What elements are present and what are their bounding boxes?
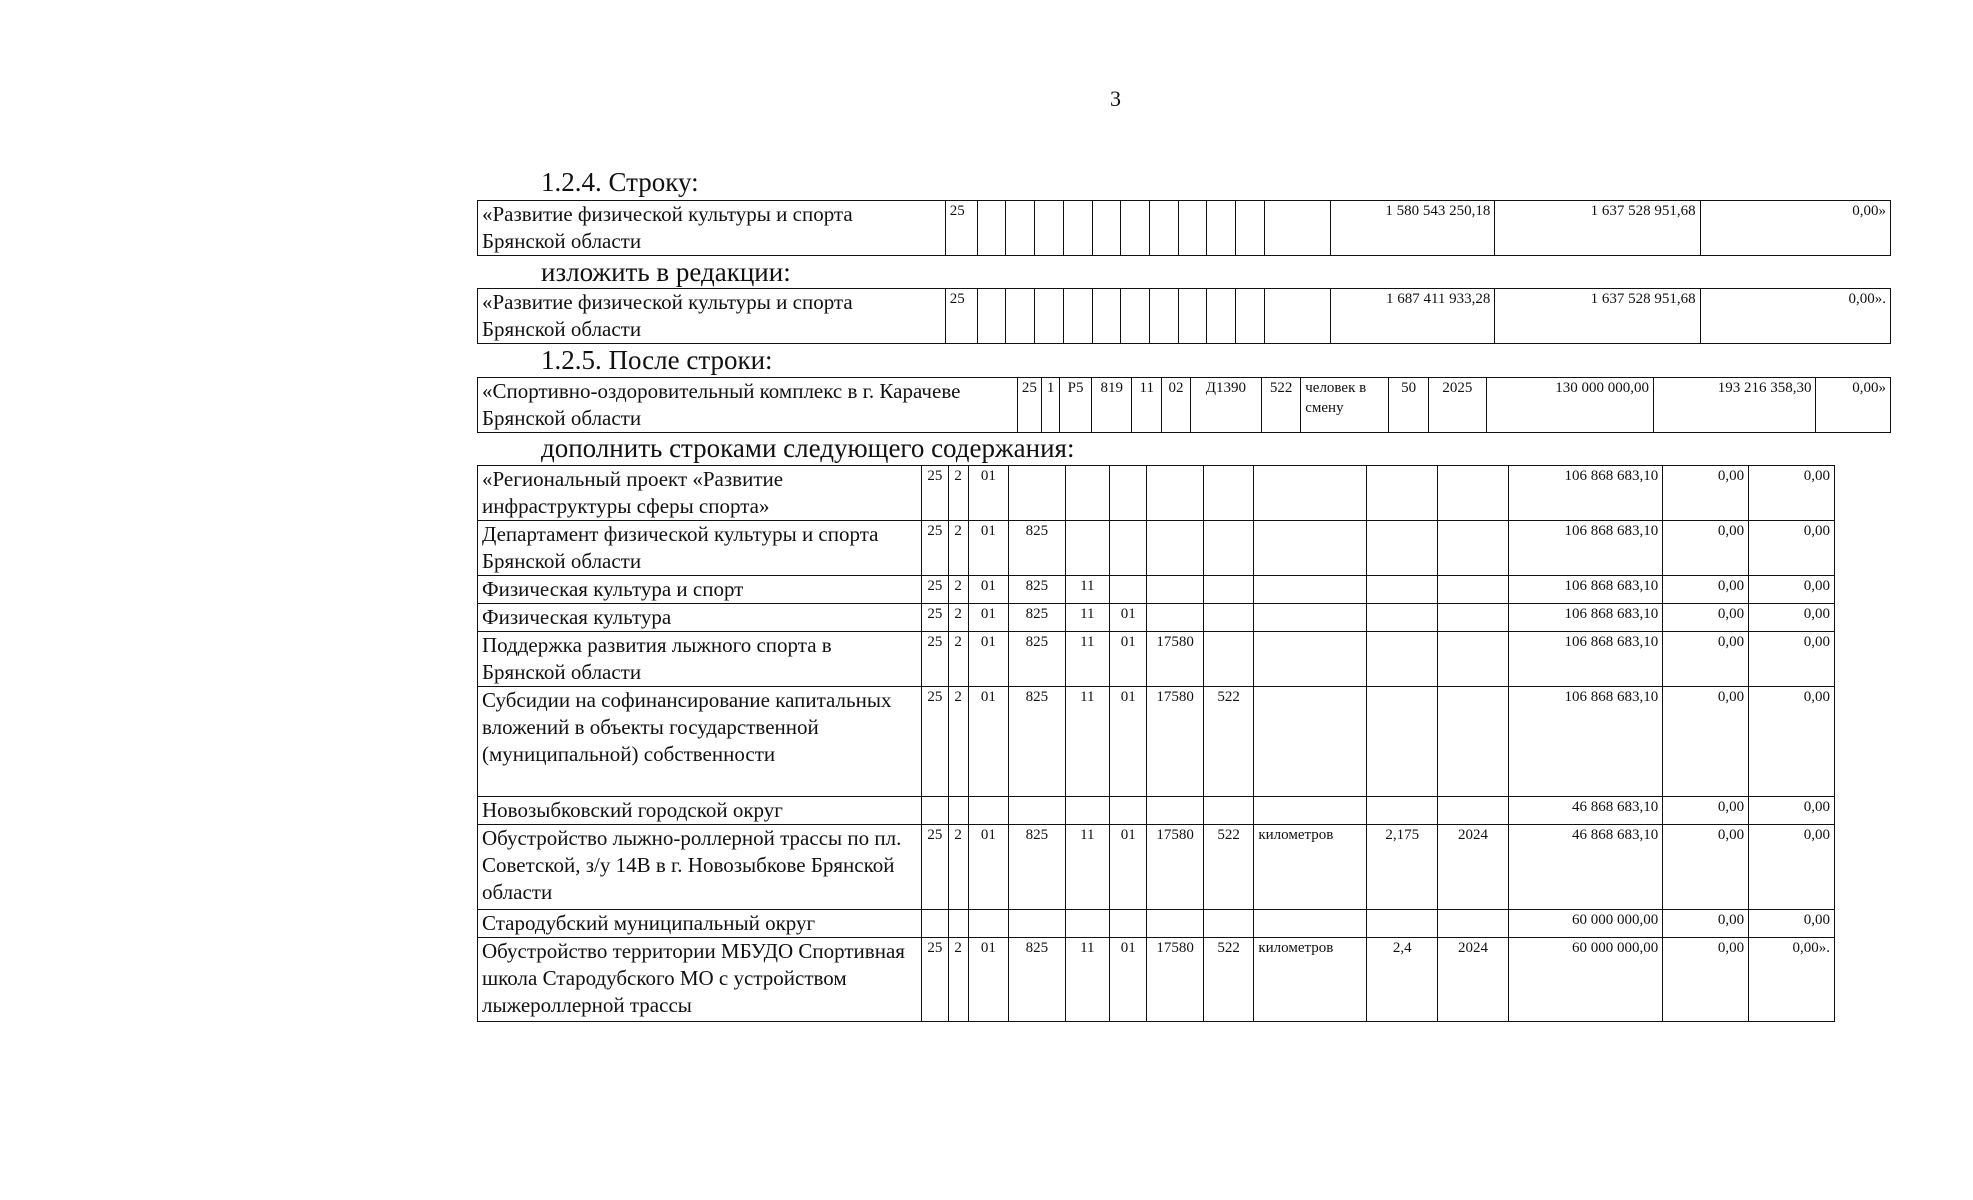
code-cell bbox=[1147, 797, 1204, 825]
code-cell bbox=[1006, 201, 1035, 256]
amount-cell: 0,00 bbox=[1663, 466, 1749, 521]
code-cell bbox=[1203, 797, 1253, 825]
code-cell bbox=[1438, 632, 1509, 687]
code-cell bbox=[1254, 687, 1367, 797]
code-cell: 11 bbox=[1065, 938, 1109, 1022]
table-row bbox=[478, 938, 1835, 1022]
code-cell: 2025 bbox=[1428, 378, 1486, 433]
code-cell bbox=[968, 910, 1008, 938]
table-row bbox=[478, 576, 1835, 604]
amount-cell: 0,00 bbox=[1663, 632, 1749, 687]
code-cell bbox=[1009, 466, 1066, 521]
amount-cell: 0,00 bbox=[1663, 938, 1749, 1022]
table-row bbox=[478, 632, 1835, 687]
code-cell bbox=[1147, 910, 1204, 938]
instruction-heading-replace: изложить в редакции: bbox=[541, 257, 791, 287]
code-cell bbox=[1367, 797, 1438, 825]
code-cell bbox=[1438, 604, 1509, 632]
code-cell: 25 bbox=[922, 521, 948, 576]
code-cell: 825 bbox=[1009, 604, 1066, 632]
code-cell bbox=[922, 910, 948, 938]
table-row bbox=[478, 604, 1835, 632]
code-cell: 25 bbox=[1017, 378, 1041, 433]
code-cell bbox=[1254, 576, 1367, 604]
table-row bbox=[478, 289, 1891, 344]
code-cell: 522 bbox=[1203, 687, 1253, 797]
code-cell: 819 bbox=[1092, 378, 1132, 433]
code-cell bbox=[1147, 466, 1204, 521]
code-cell bbox=[1367, 632, 1438, 687]
code-cell bbox=[1203, 604, 1253, 632]
code-cell: 2024 bbox=[1438, 825, 1509, 910]
row-name-cell: Физическая культура bbox=[478, 604, 922, 632]
code-cell: 50 bbox=[1389, 378, 1428, 433]
code-cell: 2 bbox=[948, 466, 968, 521]
code-cell bbox=[977, 289, 1006, 344]
code-cell: 522 bbox=[1203, 938, 1253, 1022]
amount-cell: 0,00 bbox=[1663, 687, 1749, 797]
code-cell bbox=[1065, 521, 1109, 576]
code-cell bbox=[1092, 289, 1121, 344]
code-cell: 522 bbox=[1203, 825, 1253, 910]
code-cell: 25 bbox=[922, 938, 948, 1022]
code-cell bbox=[1121, 289, 1150, 344]
code-cell: 17580 bbox=[1147, 825, 1204, 910]
code-cell bbox=[1207, 201, 1236, 256]
code-cell bbox=[1149, 289, 1178, 344]
code-cell bbox=[1367, 576, 1438, 604]
row-name-cell: Поддержка развития лыжного спорта в Брянской области bbox=[478, 632, 922, 687]
amount-cell: 0,00 bbox=[1749, 576, 1835, 604]
amount-cell: 0,00 bbox=[1749, 521, 1835, 576]
code-cell: 11 bbox=[1065, 825, 1109, 910]
amount-cell: 0,00 bbox=[1749, 632, 1835, 687]
code-cell bbox=[1264, 201, 1330, 256]
code-cell bbox=[1063, 201, 1092, 256]
amount-cell: 106 868 683,10 bbox=[1508, 687, 1662, 797]
code-cell: 25 bbox=[922, 687, 948, 797]
code-cell: 01 bbox=[1110, 938, 1147, 1022]
code-cell: P5 bbox=[1060, 378, 1092, 433]
code-cell: 25 bbox=[922, 466, 948, 521]
code-cell: 11 bbox=[1065, 576, 1109, 604]
code-cell bbox=[1065, 466, 1109, 521]
code-cell: 01 bbox=[1110, 632, 1147, 687]
amount-cell: 193 216 358,30 bbox=[1653, 378, 1816, 433]
amount-cell: 0,00 bbox=[1749, 797, 1835, 825]
amount-cell: 46 868 683,10 bbox=[1508, 797, 1662, 825]
table-row bbox=[478, 466, 1835, 521]
original-row-table bbox=[477, 200, 1891, 256]
code-cell: 25 bbox=[922, 576, 948, 604]
code-cell: 01 bbox=[1110, 687, 1147, 797]
replacement-row-table bbox=[477, 288, 1891, 344]
code-cell bbox=[1092, 201, 1121, 256]
code-cell: 01 bbox=[968, 604, 1008, 632]
code-cell: 2 bbox=[948, 632, 968, 687]
row-name-cell: «Спортивно-оздоровительный комплекс в г. Карачеве Брянской области bbox=[478, 378, 1018, 433]
code-cell bbox=[1147, 576, 1204, 604]
page-number: 3 bbox=[1110, 86, 1121, 111]
code-cell bbox=[1006, 289, 1035, 344]
code-cell: 01 bbox=[1110, 604, 1147, 632]
code-cell bbox=[1009, 797, 1066, 825]
amount-cell: 106 868 683,10 bbox=[1508, 576, 1662, 604]
amount-cell: 0,00 bbox=[1749, 825, 1835, 910]
code-cell: 25 bbox=[922, 632, 948, 687]
row-name-cell: Физическая культура и спорт bbox=[478, 576, 922, 604]
code-cell: 2 bbox=[948, 521, 968, 576]
code-cell bbox=[1203, 910, 1253, 938]
code-cell: 2 bbox=[948, 687, 968, 797]
code-cell bbox=[977, 201, 1006, 256]
code-cell bbox=[1035, 289, 1064, 344]
row-name-cell: «Региональный проект «Развитие инфраструктуры сферы спорта» bbox=[478, 466, 922, 521]
code-cell: 2 bbox=[948, 604, 968, 632]
code-cell: 2,4 bbox=[1367, 938, 1438, 1022]
section-heading-1-2-4: 1.2.4. Строку: bbox=[541, 167, 699, 197]
code-cell bbox=[1009, 910, 1066, 938]
table-row bbox=[478, 378, 1891, 433]
code-cell bbox=[1264, 289, 1330, 344]
code-cell bbox=[1203, 521, 1253, 576]
code-cell: 17580 bbox=[1147, 938, 1204, 1022]
amount-cell: 0,00». bbox=[1749, 938, 1835, 1022]
code-cell: 25 bbox=[922, 604, 948, 632]
code-cell bbox=[1147, 604, 1204, 632]
row-name-cell: Стародубский муниципальный округ bbox=[478, 910, 922, 938]
amount-cell: 106 868 683,10 bbox=[1508, 632, 1662, 687]
code-cell bbox=[1236, 289, 1265, 344]
row-name-cell: Департамент физической культуры и спорта Брянской области bbox=[478, 521, 922, 576]
code-cell: 25 bbox=[945, 289, 977, 344]
code-cell bbox=[1367, 521, 1438, 576]
code-cell: человек в смену bbox=[1301, 378, 1389, 433]
code-cell: 01 bbox=[968, 825, 1008, 910]
code-cell bbox=[1110, 466, 1147, 521]
amount-cell: 46 868 683,10 bbox=[1508, 825, 1662, 910]
code-cell bbox=[968, 797, 1008, 825]
code-cell bbox=[1063, 289, 1092, 344]
amount-cell: 60 000 000,00 bbox=[1508, 938, 1662, 1022]
amount-cell: 0,00 bbox=[1749, 604, 1835, 632]
code-cell: 02 bbox=[1162, 378, 1191, 433]
row-name-cell: «Развитие физической культуры и спорта Брянской области bbox=[478, 289, 946, 344]
code-cell: 825 bbox=[1009, 632, 1066, 687]
row-name-cell: Новозыбковский городской округ bbox=[478, 797, 922, 825]
code-cell bbox=[1367, 687, 1438, 797]
code-cell: 825 bbox=[1009, 687, 1066, 797]
amount-cell: 106 868 683,10 bbox=[1508, 604, 1662, 632]
code-cell bbox=[922, 797, 948, 825]
amount-cell: 0,00 bbox=[1749, 466, 1835, 521]
code-cell bbox=[1438, 797, 1509, 825]
table-row bbox=[478, 797, 1835, 825]
code-cell: километров bbox=[1254, 825, 1367, 910]
appended-rows-table bbox=[477, 465, 1835, 1022]
code-cell: 17580 bbox=[1147, 687, 1204, 797]
code-cell: 11 bbox=[1065, 632, 1109, 687]
code-cell bbox=[1438, 687, 1509, 797]
code-cell: Д1390 bbox=[1190, 378, 1261, 433]
code-cell bbox=[1254, 632, 1367, 687]
code-cell bbox=[1178, 201, 1207, 256]
amount-cell: 0,00 bbox=[1749, 687, 1835, 797]
amount-cell: 106 868 683,10 bbox=[1508, 521, 1662, 576]
code-cell: 2 bbox=[948, 938, 968, 1022]
code-cell bbox=[1203, 576, 1253, 604]
after-row-table bbox=[477, 377, 1891, 433]
instruction-heading-append: дополнить строками следующего содержания: bbox=[541, 433, 1075, 463]
amount-cell: 0,00» bbox=[1816, 378, 1891, 433]
code-cell bbox=[1203, 466, 1253, 521]
code-cell: 01 bbox=[968, 521, 1008, 576]
code-cell bbox=[948, 797, 968, 825]
code-cell bbox=[1438, 576, 1509, 604]
code-cell: 25 bbox=[945, 201, 977, 256]
amount-cell: 0,00» bbox=[1700, 201, 1890, 256]
code-cell: 01 bbox=[968, 938, 1008, 1022]
amount-cell: 0,00 bbox=[1663, 604, 1749, 632]
code-cell: 17580 bbox=[1147, 632, 1204, 687]
code-cell: 01 bbox=[968, 687, 1008, 797]
amount-cell: 1 637 528 951,68 bbox=[1495, 289, 1700, 344]
code-cell: 2 bbox=[948, 825, 968, 910]
amount-cell: 130 000 000,00 bbox=[1487, 378, 1654, 433]
code-cell bbox=[1254, 797, 1367, 825]
code-cell: 2,175 bbox=[1367, 825, 1438, 910]
row-name-cell: Обустройство территории МБУДО Спортивная школа Стародубского МО с устройством лыжероллерной трассы bbox=[478, 938, 922, 1022]
code-cell bbox=[1254, 466, 1367, 521]
code-cell: 825 bbox=[1009, 521, 1066, 576]
amount-cell: 0,00 bbox=[1663, 797, 1749, 825]
code-cell bbox=[1035, 201, 1064, 256]
code-cell: 522 bbox=[1261, 378, 1300, 433]
code-cell bbox=[1149, 201, 1178, 256]
code-cell bbox=[948, 910, 968, 938]
table-row bbox=[478, 687, 1835, 797]
code-cell: 01 bbox=[968, 466, 1008, 521]
code-cell bbox=[1367, 466, 1438, 521]
code-cell bbox=[1367, 910, 1438, 938]
amount-cell: 60 000 000,00 bbox=[1508, 910, 1662, 938]
table-row bbox=[478, 910, 1835, 938]
code-cell: 25 bbox=[922, 825, 948, 910]
amount-cell: 0,00 bbox=[1749, 910, 1835, 938]
code-cell: километров bbox=[1254, 938, 1367, 1022]
code-cell bbox=[1254, 521, 1367, 576]
code-cell bbox=[1367, 604, 1438, 632]
code-cell bbox=[1121, 201, 1150, 256]
amount-cell: 0,00 bbox=[1663, 910, 1749, 938]
amount-cell: 1 580 543 250,18 bbox=[1330, 201, 1495, 256]
code-cell: 01 bbox=[1110, 825, 1147, 910]
code-cell: 01 bbox=[968, 632, 1008, 687]
code-cell bbox=[1438, 521, 1509, 576]
code-cell: 2024 bbox=[1438, 938, 1509, 1022]
code-cell: 11 bbox=[1065, 687, 1109, 797]
code-cell bbox=[1236, 201, 1265, 256]
code-cell bbox=[1110, 576, 1147, 604]
code-cell bbox=[1207, 289, 1236, 344]
row-name-cell: Обустройство лыжно-роллерной трассы по пл. Советской, з/у 14В в г. Новозыбкове Брянской области bbox=[478, 825, 922, 910]
row-name-cell: Субсидии на софинансирование капитальных вложений в объекты государственной (муниципальной) собственности bbox=[478, 687, 922, 797]
amount-cell: 0,00 bbox=[1663, 576, 1749, 604]
code-cell: 2 bbox=[948, 576, 968, 604]
amount-cell: 0,00 bbox=[1663, 825, 1749, 910]
code-cell bbox=[1065, 797, 1109, 825]
code-cell: 11 bbox=[1065, 604, 1109, 632]
amount-cell: 106 868 683,10 bbox=[1508, 466, 1662, 521]
table-row bbox=[478, 825, 1835, 910]
code-cell bbox=[1254, 910, 1367, 938]
code-cell bbox=[1203, 632, 1253, 687]
code-cell bbox=[1254, 604, 1367, 632]
code-cell: 11 bbox=[1132, 378, 1162, 433]
code-cell bbox=[1178, 289, 1207, 344]
code-cell bbox=[1065, 910, 1109, 938]
row-name-cell: «Развитие физической культуры и спорта Брянской области bbox=[478, 201, 946, 256]
code-cell bbox=[1110, 797, 1147, 825]
code-cell bbox=[1110, 910, 1147, 938]
amount-cell: 0,00 bbox=[1663, 521, 1749, 576]
amount-cell: 0,00». bbox=[1700, 289, 1890, 344]
table-row bbox=[478, 521, 1835, 576]
amount-cell: 1 687 411 933,28 bbox=[1330, 289, 1495, 344]
code-cell bbox=[1110, 521, 1147, 576]
code-cell: 825 bbox=[1009, 825, 1066, 910]
amount-cell: 1 637 528 951,68 bbox=[1495, 201, 1700, 256]
code-cell bbox=[1147, 521, 1204, 576]
section-heading-1-2-5: 1.2.5. После строки: bbox=[541, 345, 773, 375]
code-cell: 825 bbox=[1009, 576, 1066, 604]
code-cell: 1 bbox=[1042, 378, 1060, 433]
code-cell: 825 bbox=[1009, 938, 1066, 1022]
code-cell bbox=[1438, 466, 1509, 521]
table-row bbox=[478, 201, 1891, 256]
code-cell bbox=[1438, 910, 1509, 938]
code-cell: 01 bbox=[968, 576, 1008, 604]
